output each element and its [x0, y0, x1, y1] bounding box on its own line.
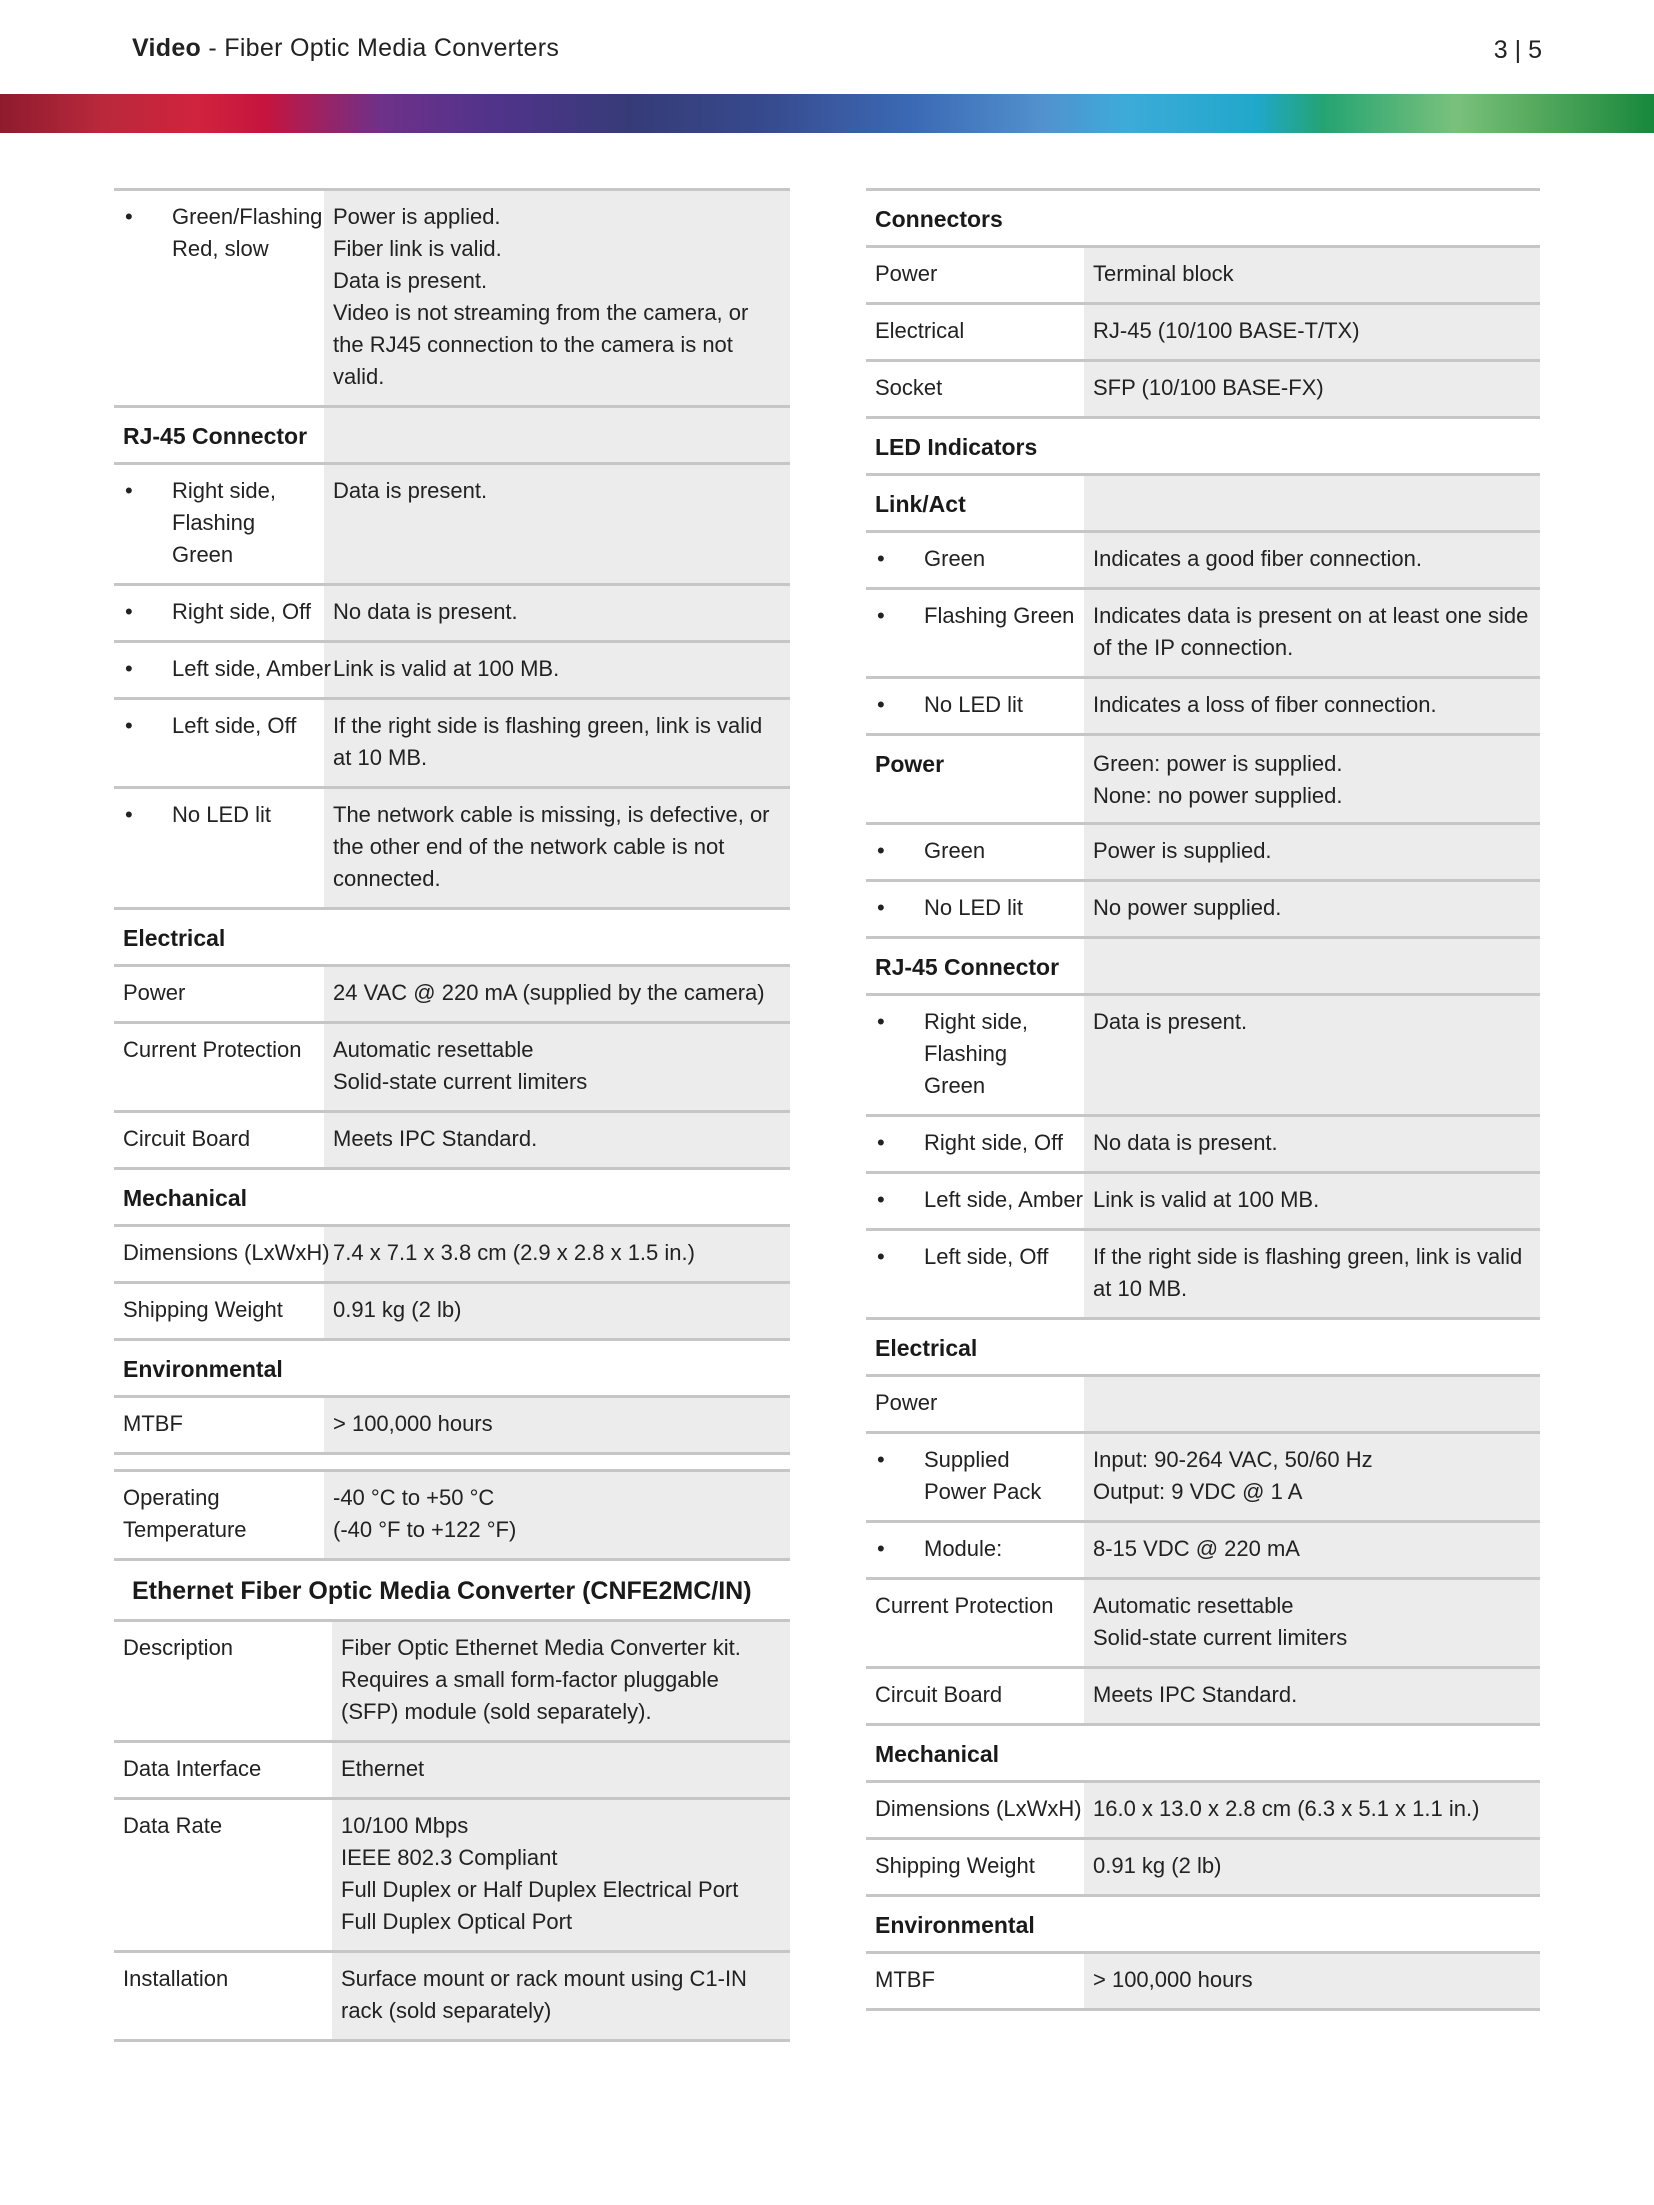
row-label: Power — [114, 966, 324, 1023]
row-label: Right side, Off — [172, 599, 311, 624]
table-row — [114, 1952, 790, 2041]
table-row: • No LED lit Indicates a loss of fiber connection. — [866, 678, 1540, 735]
section-heading-mechanical: Mechanical — [114, 1169, 790, 1226]
row-label: Power — [866, 247, 1084, 304]
color-band — [0, 94, 1654, 133]
table-row: • Right side, Flashing Green Data is present. — [114, 464, 790, 585]
table-row — [114, 966, 790, 1023]
row-value: The network cable is missing, is defective, or the other end of the network cable is not connected. — [324, 788, 790, 909]
table-row: • No LED lit No power supplied. — [866, 881, 1540, 938]
table-row — [114, 1226, 790, 1283]
table-row — [114, 1799, 790, 1952]
row-label: No LED lit — [172, 802, 272, 827]
ethernet-converter-title: Ethernet Fiber Optic Media Converter (CNFE2MC/IN) — [132, 1577, 752, 1605]
left-spec-column — [114, 188, 790, 2042]
table-row: • Left side, Off If the right side is flashing green, link is valid at 10 MB. — [866, 1230, 1540, 1319]
page-header-title — [132, 34, 559, 63]
row-label: No LED lit — [924, 895, 1024, 920]
row-value: Surface mount or rack mount using C1-IN rack (sold separately) — [332, 1952, 790, 2041]
table-row — [114, 1397, 790, 1454]
row-label: Circuit Board — [114, 1112, 324, 1169]
row-label: Right side, Flashing Green — [172, 478, 276, 567]
row-label: Current Protection — [866, 1579, 1084, 1668]
row-label: Data Rate — [114, 1799, 332, 1952]
row-value: 10/100 Mbps IEEE 802.3 Compliant Full Duplex or Half Duplex Electrical Port Full Duplex Optical Port — [332, 1799, 790, 1952]
row-label: Right side, Off — [924, 1130, 1063, 1155]
section-heading-environmental: Environmental — [866, 1896, 1540, 1953]
row-value: Power is applied. Fiber link is valid. Data is present. Video is not streaming from the camera, or the RJ45 connection to the camera is not valid. — [324, 190, 790, 407]
row-label: Right side, Flashing Green — [924, 1009, 1028, 1098]
row-label: Shipping Weight — [866, 1839, 1084, 1896]
row-label: Installation — [114, 1952, 332, 2041]
row-value: 24 VAC @ 220 mA (supplied by the camera) — [324, 966, 790, 1023]
row-value: Indicates a loss of fiber connection. — [1084, 678, 1540, 735]
section-heading-connectors: Connectors — [866, 190, 1540, 247]
row-value: Terminal block — [1084, 247, 1540, 304]
row-label: Data Interface — [114, 1742, 332, 1799]
table-row: • Left side, Off If the right side is flashing green, link is valid at 10 MB. — [114, 699, 790, 788]
table-row: • Supplied Power Pack Input: 90-264 VAC, 50/60 Hz Output: 9 VDC @ 1 A — [866, 1433, 1540, 1522]
row-value: Indicates a good fiber connection. — [1084, 532, 1540, 589]
table-row: • Right side, Off No data is present. — [114, 585, 790, 642]
table-row — [866, 1839, 1540, 1896]
row-label: No LED lit — [924, 692, 1024, 717]
row-label: Electrical — [866, 304, 1084, 361]
row-value: Power is supplied. — [1084, 824, 1540, 881]
row-value: No data is present. — [324, 585, 790, 642]
row-value: SFP (10/100 BASE-FX) — [1084, 361, 1540, 418]
table-row — [114, 190, 790, 407]
row-label: Green — [924, 546, 986, 571]
header-product-line: Fiber Optic Media Converters — [224, 34, 560, 62]
row-value: Meets IPC Standard. — [324, 1112, 790, 1169]
table-row — [114, 1112, 790, 1169]
row-label: Left side, Off — [172, 713, 297, 738]
table-row: • Right side, Flashing Green Data is present. — [866, 995, 1540, 1116]
row-value: Indicates data is present on at least one side of the IP connection. — [1084, 589, 1540, 678]
row-label: Dimensions (LxWxH) — [114, 1226, 324, 1283]
row-value: No power supplied. — [1084, 881, 1540, 938]
row-value: > 100,000 hours — [1084, 1953, 1540, 2010]
row-label: Power — [866, 1376, 1084, 1433]
row-value: Data is present. — [1084, 995, 1540, 1116]
row-label: Left side, Amber — [172, 656, 331, 681]
table-row: • Right side, Off No data is present. — [866, 1116, 1540, 1173]
table-row — [866, 1579, 1540, 1668]
table-row — [114, 1621, 790, 1742]
row-value: Link is valid at 100 MB. — [1084, 1173, 1540, 1230]
row-value: Data is present. — [324, 464, 790, 585]
row-label: Socket — [866, 361, 1084, 418]
row-label: Shipping Weight — [114, 1283, 324, 1340]
row-value: 0.91 kg (2 lb) — [324, 1283, 790, 1340]
row-value: -40 °C to +50 °C (-40 °F to +122 °F) — [324, 1471, 790, 1560]
table-row — [114, 1471, 790, 1560]
row-label: MTBF — [866, 1953, 1084, 2010]
row-label: Flashing Green — [924, 603, 1075, 628]
row-label: Left side, Off — [924, 1244, 1049, 1269]
row-value: Meets IPC Standard. — [1084, 1668, 1540, 1725]
operating-temperature-table — [114, 1469, 790, 1561]
power-summary: Green: power is supplied. None: no power supplied. — [1084, 735, 1540, 824]
section-heading-rj45: RJ-45 Connector — [114, 407, 790, 464]
row-label: Green/Flashing Red, slow — [172, 204, 323, 261]
row-value: Link is valid at 100 MB. — [324, 642, 790, 699]
row-label: Dimensions (LxWxH) — [866, 1782, 1084, 1839]
row-value: Automatic resettable Solid-state current limiters — [1084, 1579, 1540, 1668]
bullet: • — [125, 204, 133, 229]
section-heading-electrical: Electrical — [866, 1319, 1540, 1376]
table-row: • Green Indicates a good fiber connection. — [866, 532, 1540, 589]
header-category: Video — [132, 34, 202, 62]
row-label: Green — [924, 838, 986, 863]
row-value: Fiber Optic Ethernet Media Converter kit. Requires a small form-factor pluggable (SFP) module (sold separately). — [332, 1621, 790, 1742]
right-spec-table — [866, 188, 1540, 2011]
table-row: • Green Power is supplied. — [866, 824, 1540, 881]
table-row — [114, 1023, 790, 1112]
row-value: Automatic resettable Solid-state current limiters — [324, 1023, 790, 1112]
ethernet-converter-table — [114, 1619, 790, 2042]
led-status-table — [114, 188, 790, 1455]
table-row — [866, 1953, 1540, 2010]
section-heading-electrical: Electrical — [114, 909, 790, 966]
row-value: Input: 90-264 VAC, 50/60 Hz Output: 9 VDC @ 1 A — [1084, 1433, 1540, 1522]
row-value: 0.91 kg (2 lb) — [1084, 1839, 1540, 1896]
table-row — [866, 1376, 1540, 1433]
row-label: Description — [114, 1621, 332, 1742]
row-label: Left side, Amber — [924, 1187, 1083, 1212]
row-value: 7.4 x 7.1 x 3.8 cm (2.9 x 2.8 x 1.5 in.) — [324, 1226, 790, 1283]
section-heading-mechanical: Mechanical — [866, 1725, 1540, 1782]
row-label: Circuit Board — [866, 1668, 1084, 1725]
row-value: If the right side is flashing green, link is valid at 10 MB. — [324, 699, 790, 788]
section-heading-environmental: Environmental — [114, 1340, 790, 1397]
row-value: 8-15 VDC @ 220 mA — [1084, 1522, 1540, 1579]
table-row — [114, 1742, 790, 1799]
row-label: MTBF — [114, 1397, 324, 1454]
table-row: • Left side, Amber Link is valid at 100 MB. — [866, 1173, 1540, 1230]
table-row: • No LED lit The network cable is missing, is defective, or the other end of the network cable is not connected. — [114, 788, 790, 909]
section-heading-led: LED Indicators — [866, 418, 1540, 475]
row-value: > 100,000 hours — [324, 1397, 790, 1454]
row-value: If the right side is flashing green, link is valid at 10 MB. — [1084, 1230, 1540, 1319]
table-row — [866, 1668, 1540, 1725]
table-row: • Flashing Green Indicates data is present on at least one side of the IP connection. — [866, 589, 1540, 678]
subheading-power: Power Green: power is supplied. None: no power supplied. — [866, 735, 1540, 824]
table-row — [866, 361, 1540, 418]
table-row — [866, 247, 1540, 304]
row-label: Current Protection — [114, 1023, 324, 1112]
table-row — [866, 1782, 1540, 1839]
row-label: Module: — [924, 1536, 1003, 1561]
row-label: Operating Temperature — [114, 1471, 324, 1560]
table-row — [114, 1283, 790, 1340]
row-label: Supplied Power Pack — [924, 1447, 1042, 1504]
row-value: No data is present. — [1084, 1116, 1540, 1173]
table-row: • Left side, Amber Link is valid at 100 MB. — [114, 642, 790, 699]
table-row — [866, 304, 1540, 361]
table-row: • Module: 8-15 VDC @ 220 mA — [866, 1522, 1540, 1579]
page-number: 3 | 5 — [1493, 36, 1542, 64]
subheading-link-act: Link/Act — [866, 475, 1540, 532]
row-value: Ethernet — [332, 1742, 790, 1799]
header-separator: - — [201, 34, 225, 62]
section-heading-rj45: RJ-45 Connector — [866, 938, 1540, 995]
row-value: RJ-45 (10/100 BASE-T/TX) — [1084, 304, 1540, 361]
row-value: 16.0 x 13.0 x 2.8 cm (6.3 x 5.1 x 1.1 in.) — [1084, 1782, 1540, 1839]
right-spec-column — [866, 188, 1540, 2011]
